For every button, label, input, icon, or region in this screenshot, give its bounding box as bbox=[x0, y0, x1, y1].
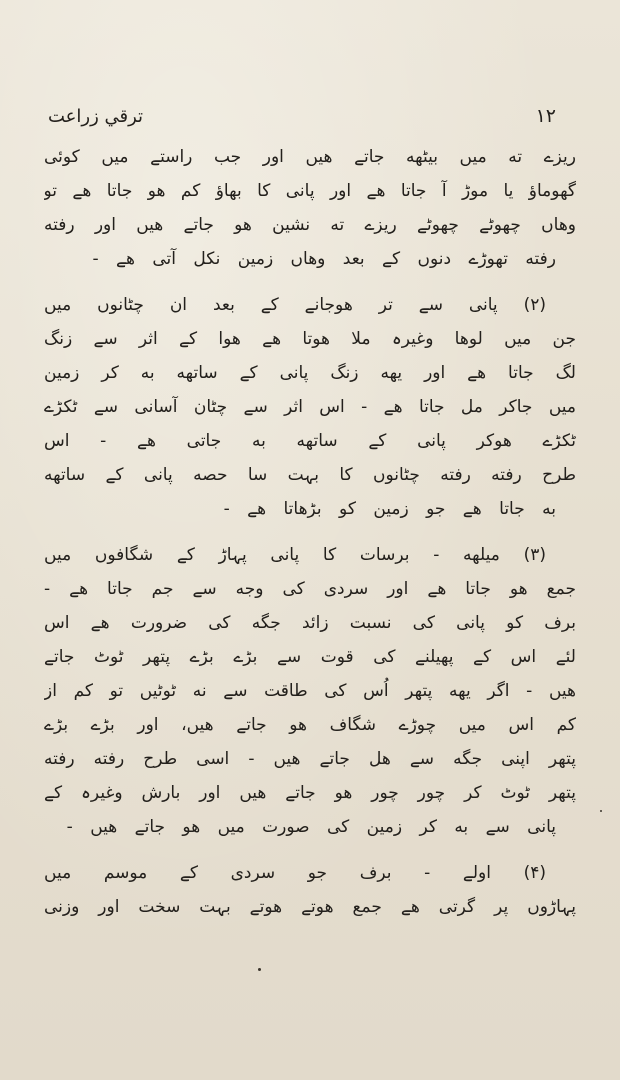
page-number: ١٢ bbox=[535, 105, 556, 127]
text-line: (۳) میلهه - برسات کا پانی پہاڑ کے شگافوں میں bbox=[44, 545, 546, 565]
page-body bbox=[44, 140, 576, 924]
text-line: لئے اس کے پھیلنے کی قوت سے بڑے بڑے پتھر ٹوٹ جاتے bbox=[44, 647, 576, 667]
text-line: گھوماؤ یا موڑ آ جاتا ھے اور پانی کا بھاؤ کم ھو جاتا ھے تو bbox=[44, 181, 576, 201]
text-line: میں جاکر مل جاتا ھے - اس اثر سے چٹان آسانی سے ٹکڑے bbox=[44, 397, 576, 417]
text-line: پانی سے به کر زمین کی صورت میں ھو جاتے ھیں - bbox=[66, 817, 556, 837]
text-line: (۲) پانی سے تر ھوجانے کے بعد ان چٹانوں میں bbox=[44, 295, 546, 315]
text-line: وھاں چھوٹے چھوٹے ریزے ته نشین ھو جاتے ھیں اور رفته bbox=[44, 215, 576, 235]
text-line: پتھر ٹوٹ کر چور چور ھو جاتے ھیں اور بارش وغیرہ کے bbox=[44, 783, 576, 803]
text-line: کم اس میں چوڑے شگاف ھو جاتے ھیں، اور بڑے بڑے bbox=[44, 715, 576, 735]
text-line: جن میں لوھا وغیرہ ملا ھوتا ھے ھوا کے اثر سے زنگ bbox=[44, 329, 576, 349]
paragraph bbox=[44, 288, 576, 526]
text-line: به جاتا ھے جو زمین کو بڑھاتا ھے - bbox=[223, 499, 556, 519]
print-speck bbox=[600, 810, 602, 812]
print-speck bbox=[258, 968, 261, 971]
text-line: جمع ھو جاتا ھے اور سردی کی وجه سے جم جاتا ھے - bbox=[44, 579, 576, 599]
page-header bbox=[48, 100, 556, 132]
text-line: پہاڑوں پر گرتی ھے جمع ھوتے ھوتے بہت سخت اور وزنی bbox=[44, 897, 576, 917]
paragraph bbox=[44, 538, 576, 844]
text-line: طرح رفته رفته چٹانوں کا بہت سا حصه پانی کے ساتھه bbox=[44, 465, 576, 485]
paragraph bbox=[44, 856, 576, 924]
text-line: رفته تھوڑے دنوں کے بعد وھاں زمین نکل آتی ھے - bbox=[92, 249, 556, 269]
paragraph bbox=[44, 140, 576, 276]
text-line: ٹکڑے ھوکر پانی کے ساتھه به جاتی ھے - اس bbox=[44, 431, 576, 451]
text-line: لگ جاتا ھے اور یهه زنگ پانی کے ساتھه به کر زمین bbox=[44, 363, 576, 383]
running-title: ترقي زراعت bbox=[48, 105, 144, 127]
text-line: (۴) اولے - برف جو سردی کے موسم میں bbox=[44, 863, 546, 883]
text-line: ریزے ته میں بیٹھه جاتے ھیں اور جب راستے میں کوئی bbox=[44, 147, 576, 167]
text-line: ھیں - اگر یهه پتھر اُس کی طاقت سے نه ٹوٹیں تو کم از bbox=[44, 681, 576, 701]
text-line: پتھر اپنی جگه سے ھل جاتے ھیں - اسی طرح رفته رفته bbox=[44, 749, 576, 769]
text-line: برف کو پانی کی نسبت زائد جگه کی ضرورت ھے اس bbox=[44, 613, 576, 633]
